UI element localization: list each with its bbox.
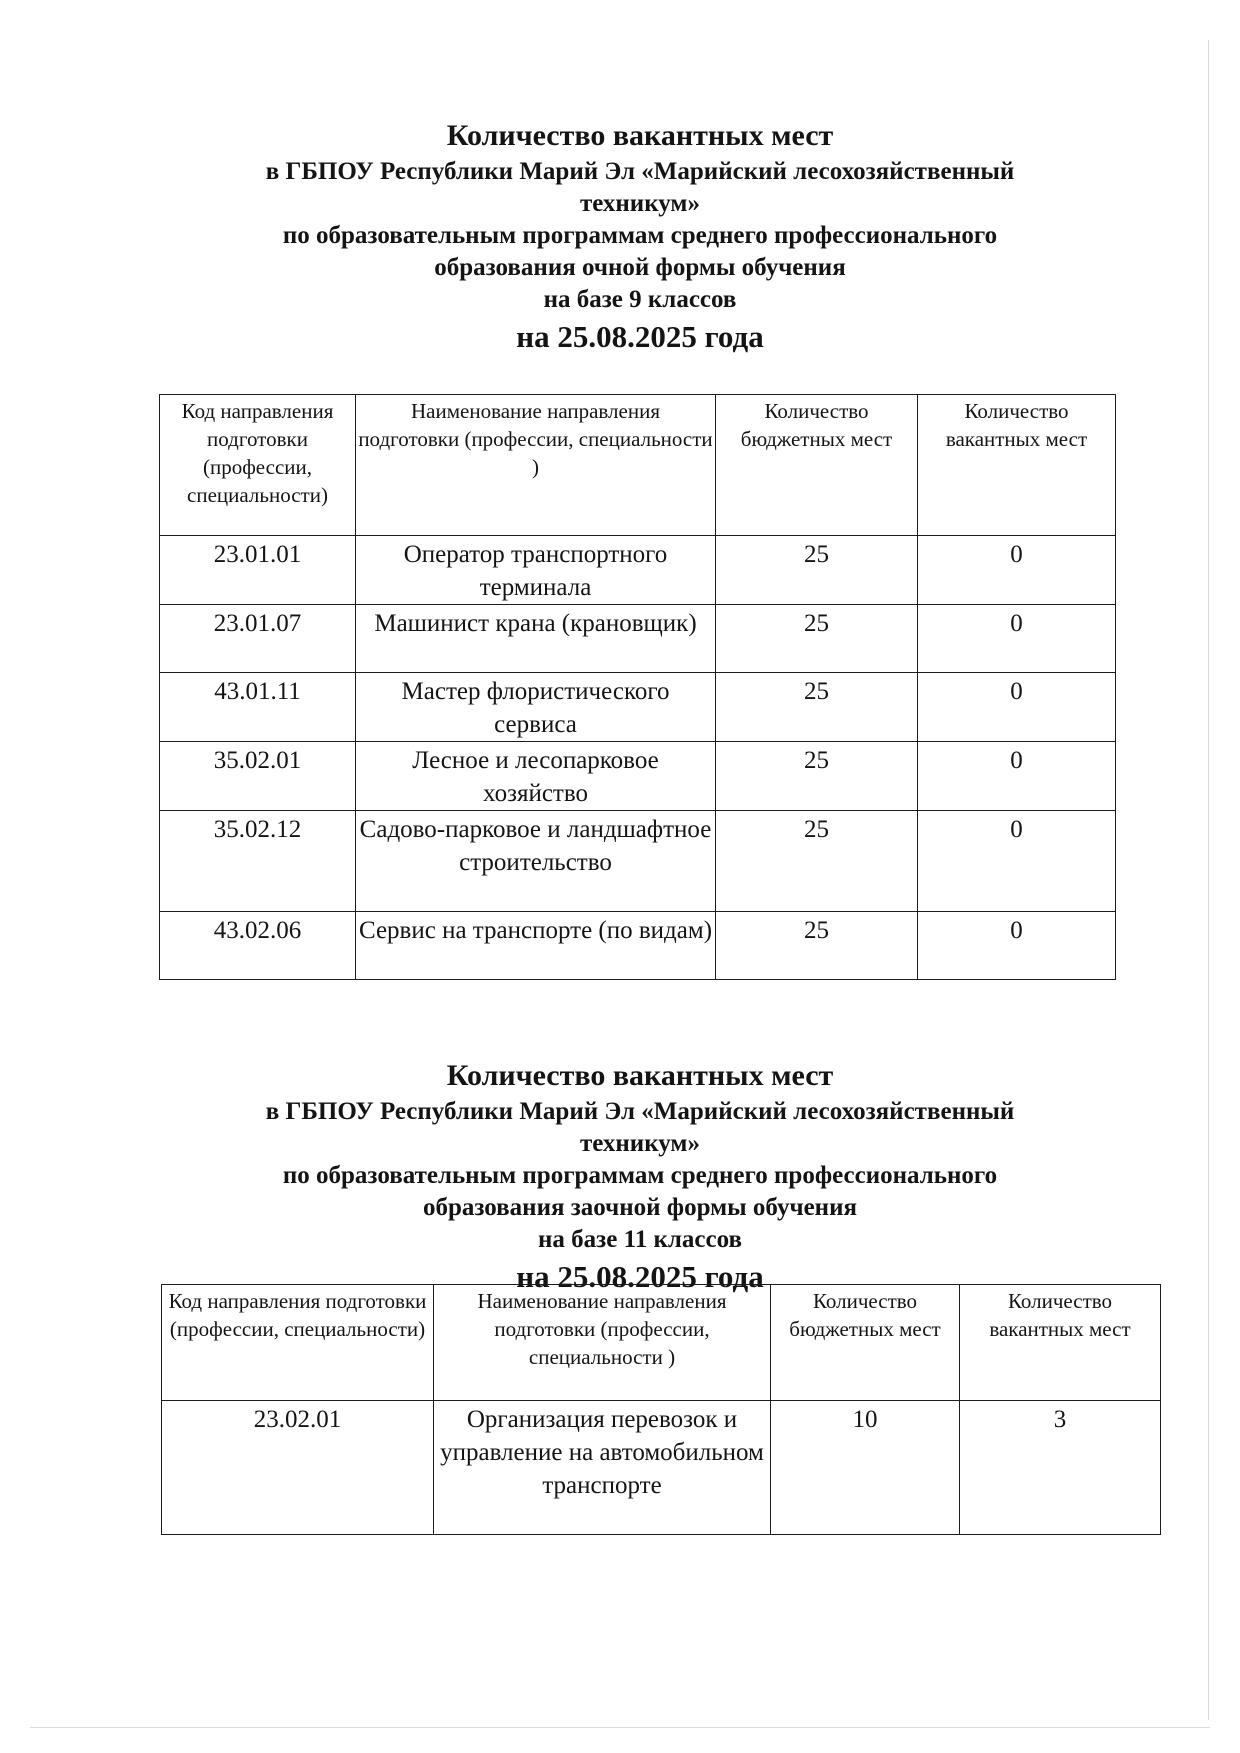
heading-base-line: на базе 11 классов <box>538 1226 742 1253</box>
table-row <box>160 605 1116 673</box>
heading-title: Количество вакантных мест <box>446 1059 834 1092</box>
page-edge-bottom <box>30 1727 1210 1728</box>
cell-code: 23.02.01 <box>162 1401 434 1535</box>
heading-form-line: образования очной формы обучения <box>434 254 846 281</box>
header-vacant-places: Количество вакантных мест <box>960 1285 1161 1401</box>
cell-vacant: 0 <box>918 536 1116 605</box>
cell-vacant: 0 <box>918 673 1116 742</box>
table-row <box>160 673 1116 742</box>
cell-vacant: 0 <box>918 605 1116 673</box>
cell-name: Лесное и лесопарковое хозяйство <box>356 742 716 811</box>
cell-budget: 25 <box>716 673 918 742</box>
header-vacant-places: Количество вакантных мест <box>918 395 1116 536</box>
heading-base-line: на базе 9 классов <box>543 286 737 313</box>
vacancies-table-part-time <box>161 1284 1161 1535</box>
section-heading-full-time <box>120 116 1160 358</box>
cell-vacant: 0 <box>918 742 1116 811</box>
table-row <box>160 912 1116 980</box>
heading-programs-line: по образовательным программам среднего профессионального <box>282 1162 998 1189</box>
cell-name: Оператор транспортного терминала <box>356 536 716 605</box>
table-row <box>160 536 1116 605</box>
heading-programs-line: по образовательным программам среднего профессионального <box>282 222 998 249</box>
header-budget-places: Количество бюджетных мест <box>771 1285 960 1401</box>
page-edge-right <box>1208 40 1209 1720</box>
cell-name: Машинист крана (крановщик) <box>356 605 716 673</box>
cell-budget: 25 <box>716 811 918 912</box>
section-heading-part-time <box>120 1056 1160 1298</box>
header-code: Код направления подготовки (профессии, специальности) <box>162 1285 434 1401</box>
cell-code: 23.01.07 <box>160 605 356 673</box>
cell-name: Садово-парковое и ландшафтное строительство <box>356 811 716 912</box>
vacancies-table-full-time <box>159 394 1116 980</box>
heading-institution-line: в ГБПОУ Республики Марий Эл «Марийский лесохозяйственный <box>265 158 1015 185</box>
cell-budget: 25 <box>716 742 918 811</box>
cell-code: 35.02.01 <box>160 742 356 811</box>
cell-code: 43.02.06 <box>160 912 356 980</box>
heading-title: Количество вакантных мест <box>446 119 834 152</box>
table-row <box>160 742 1116 811</box>
header-name: Наименование направления подготовки (профессии, специальности ) <box>434 1285 771 1401</box>
cell-budget: 25 <box>716 605 918 673</box>
header-budget-places: Количество бюджетных мест <box>716 395 918 536</box>
cell-vacant: 0 <box>918 811 1116 912</box>
header-name: Наименование направления подготовки (профессии, специальности ) <box>356 395 716 536</box>
heading-form-line: образования заочной формы обучения <box>422 1194 858 1221</box>
cell-code: 23.01.01 <box>160 536 356 605</box>
header-code: Код направления подготовки (профессии, специальности) <box>160 395 356 536</box>
heading-date: на 25.08.2025 года <box>516 1259 764 1294</box>
heading-institution-line-end: техникум» <box>580 190 700 217</box>
cell-budget: 10 <box>771 1401 960 1535</box>
cell-name: Мастер флористического сервиса <box>356 673 716 742</box>
table-row <box>162 1401 1161 1535</box>
cell-vacant: 0 <box>918 912 1116 980</box>
cell-vacant: 3 <box>960 1401 1161 1535</box>
cell-code: 43.01.11 <box>160 673 356 742</box>
heading-institution-line: в ГБПОУ Республики Марий Эл «Марийский лесохозяйственный <box>265 1098 1015 1125</box>
table-header-row <box>160 395 1116 536</box>
table-header-row <box>162 1285 1161 1401</box>
cell-name: Сервис на транспорте (по видам) <box>356 912 716 980</box>
cell-budget: 25 <box>716 536 918 605</box>
table-row <box>160 811 1116 912</box>
cell-name: Организация перевозок и управление на автомобильном транспорте <box>434 1401 771 1535</box>
cell-code: 35.02.12 <box>160 811 356 912</box>
cell-budget: 25 <box>716 912 918 980</box>
heading-institution-line-end: техникум» <box>580 1130 700 1157</box>
heading-date: на 25.08.2025 года <box>516 319 764 354</box>
